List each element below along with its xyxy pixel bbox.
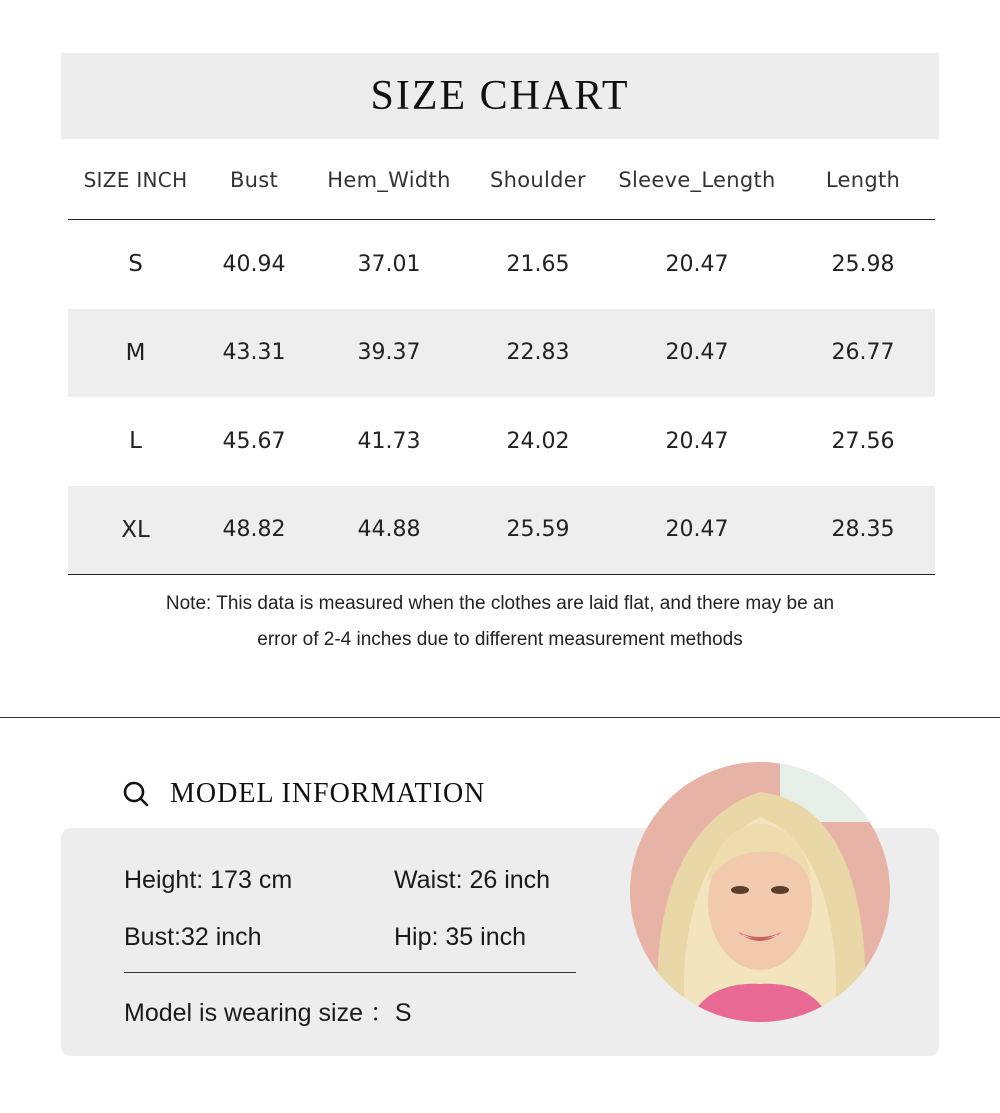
table-row [68,220,935,309]
model-hip: Hip: 35 inch [394,923,527,951]
table-cell: XL [68,486,203,575]
model-bust: Bust:32 inch [124,923,262,951]
table-cell: L [129,428,142,455]
model-waist: Waist: 26 inch [394,866,551,894]
model-portrait [630,762,890,1022]
model-info-heading [122,772,485,816]
table-cell: 39.37 [305,309,473,398]
info-divider [124,972,576,973]
size-chart-header [61,53,939,139]
table-cell: 20.47 [603,486,791,575]
table-cell: 22.83 [473,309,603,398]
table-header-row [68,140,935,220]
header-shoulder: Shoulder [473,140,603,220]
table-cell: 25.59 [473,486,603,575]
table-cell: 37.01 [357,251,421,277]
table-cell: 40.94 [222,251,286,277]
table-cell: 27.56 [831,428,895,454]
size-table [68,140,935,575]
table-cell: 21.65 [506,251,570,277]
table-row [68,486,935,575]
table-cell: S [128,251,143,278]
table-row [68,397,935,486]
table-cell: 25.98 [831,251,895,277]
table-cell: 20.47 [665,428,729,454]
search-icon [122,780,150,808]
header-bust: Bust [203,140,305,220]
table-cell: 24.02 [506,428,570,454]
header-sleeve-length: Sleeve_Length [603,140,791,220]
table-row [68,309,935,398]
model-height: Height: 173 cm [124,866,293,894]
table-cell: 43.31 [203,309,305,398]
table-cell: 44.88 [305,486,473,575]
note-line-2: error of 2-4 inches due to different measurement methods [257,629,743,650]
section-divider [0,717,1000,718]
table-cell: 28.35 [791,486,935,575]
note-line-1: Note: This data is measured when the clothes are laid flat, and there may be an [165,593,835,614]
table-cell: 20.47 [665,251,729,277]
table-cell: M [68,309,203,398]
model-info-title: MODEL INFORMATION [170,778,486,809]
size-chart-title: SIZE CHART [370,73,630,119]
table-cell: 45.67 [222,428,286,454]
table-cell: 41.73 [357,428,421,454]
header-length: Length [791,140,935,220]
model-avatar [630,762,890,1022]
table-cell: 26.77 [791,309,935,398]
header-size-inch: SIZE INCH [68,140,203,220]
header-hem-width: Hem_Width [305,140,473,220]
table-cell: 48.82 [203,486,305,575]
table-cell: 20.47 [603,309,791,398]
model-wearing-size: Model is wearing size ：S [124,999,412,1027]
measurement-note [100,586,900,658]
